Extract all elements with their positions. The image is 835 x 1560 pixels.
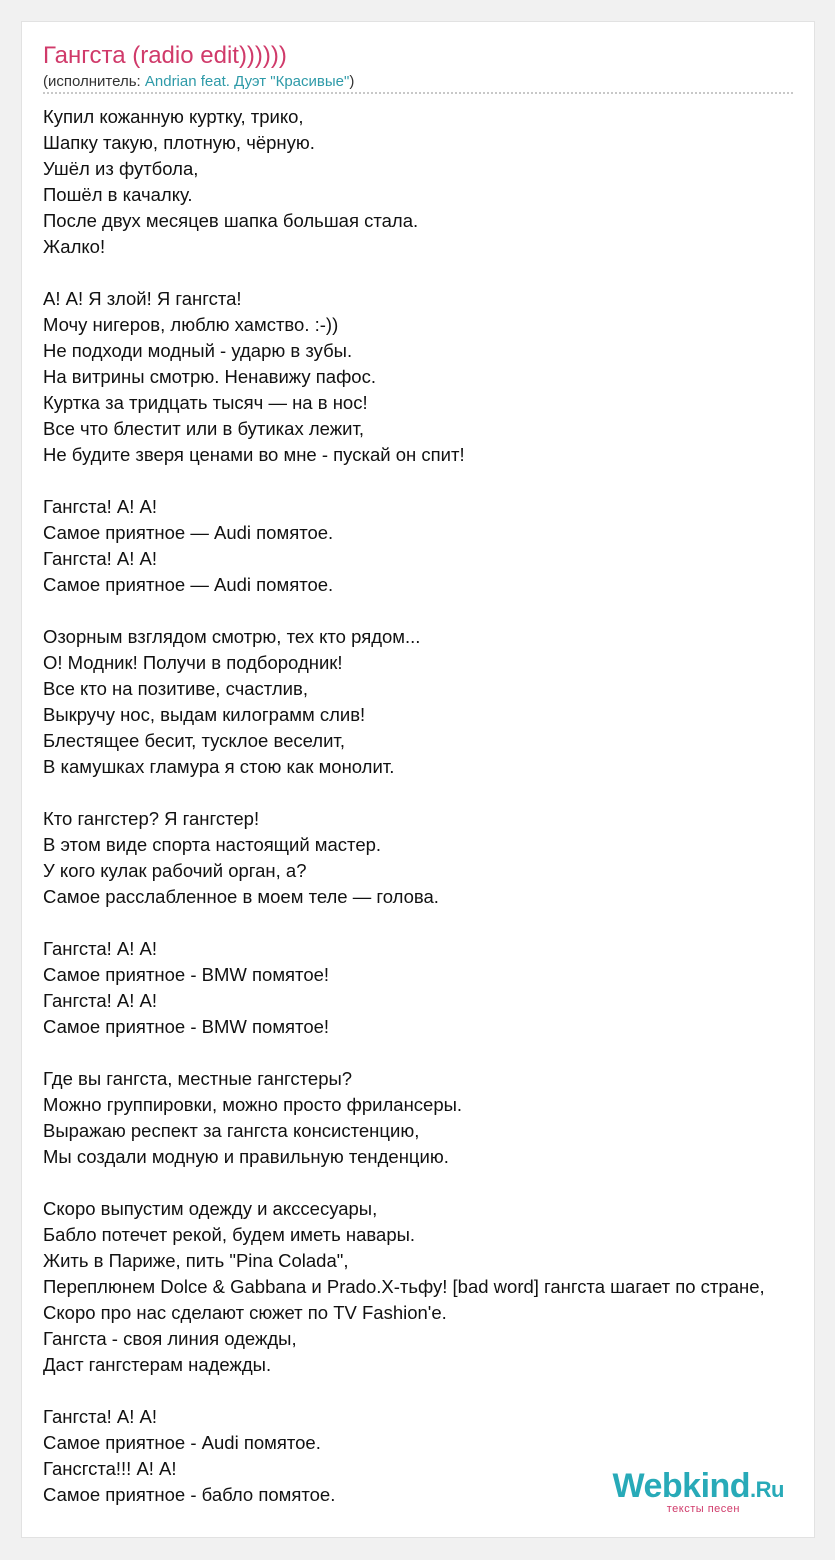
lyrics-body: [43, 104, 815, 1534]
lyrics-line: Ушёл из футбола,: [43, 158, 199, 179]
artist-suffix: ): [349, 73, 355, 90]
lyrics-line: Выражаю респект за гангста консистенцию,: [43, 1120, 420, 1141]
watermark-main: Webkind: [612, 1467, 751, 1505]
lyrics-line: У кого кулак рабочий орган, а?: [43, 860, 307, 881]
lyrics-line: Не будите зверя ценами во мне - пускай он спит!: [43, 444, 465, 465]
lyrics-line: Гансгста!!! А! А!: [43, 1458, 177, 1479]
title-divider: [43, 92, 793, 94]
watermark-subtitle: тексты песен: [666, 1503, 740, 1515]
lyrics-line: Даст гангстерам надежды.: [43, 1354, 272, 1375]
lyrics-line: В камушках гламура я стою как монолит.: [43, 756, 395, 777]
artist-prefix: (исполнитель:: [43, 73, 145, 90]
lyrics-line: Самое приятное — Audi помятое.: [43, 522, 334, 543]
song-title: Гангста (radio edit)))))): [43, 42, 287, 69]
lyrics-line: Гангста! А! А!: [43, 938, 158, 959]
lyrics-line: Кто гангстер? Я гангстер!: [43, 808, 260, 829]
lyrics-line: Гангста! А! А!: [43, 1406, 158, 1427]
lyrics-stanza: [43, 806, 815, 910]
lyrics-line: Самое приятное - Audi помятое.: [43, 1432, 321, 1453]
lyrics-stanza: [43, 624, 815, 780]
lyrics-line: После двух месяцев шапка большая стала.: [43, 210, 419, 231]
lyrics-line: Гангста! А! А!: [43, 548, 158, 569]
lyrics-line: Пошёл в качалку.: [43, 184, 193, 205]
lyrics-line: Гангста! А! А!: [43, 496, 158, 517]
lyrics-stanza: [43, 1196, 815, 1378]
lyrics-card: [21, 21, 815, 1538]
lyrics-line: Мочу нигеров, люблю хамство. :-)): [43, 314, 339, 335]
lyrics-line: Переплюнем Dolce & Gabbana и Prado.Х-тьфу! [bad word] гангста шагает по стране,: [43, 1276, 765, 1297]
watermark-ru: .Ru: [750, 1477, 784, 1502]
lyrics-line: Шапку такую, плотную, чёрную.: [43, 132, 315, 153]
lyrics-line: Скоро про нас сделают сюжет по TV Fashion'е.: [43, 1302, 447, 1323]
lyrics-line: Самое приятное — Audi помятое.: [43, 574, 334, 595]
lyrics-line: Все кто на позитиве, счастлив,: [43, 678, 308, 699]
lyrics-line: Где вы гангста, местные гангстеры?: [43, 1068, 353, 1089]
lyrics-stanza: [43, 936, 815, 1040]
lyrics-line: Озорным взглядом смотрю, тех кто рядом...: [43, 626, 421, 647]
lyrics-line: В этом виде спорта настоящий мастер.: [43, 834, 382, 855]
lyrics-line: Самое приятное - BMW помятое!: [43, 1016, 330, 1037]
lyrics-line: Гангста - своя линия одежды,: [43, 1328, 297, 1349]
artist-line: [43, 73, 354, 90]
lyrics-line: А! А! Я злой! Я гангста!: [43, 288, 242, 309]
lyrics-line: Самое приятное - BMW помятое!: [43, 964, 330, 985]
lyrics-line: Жалко!: [43, 236, 106, 257]
lyrics-line: На витрины смотрю. Ненавижу пафос.: [43, 366, 376, 387]
lyrics-line: Блестящее бесит, тусклое веселит,: [43, 730, 345, 751]
lyrics-line: Мы создали модную и правильную тенденцию.: [43, 1146, 449, 1167]
lyrics-stanza: [43, 1066, 815, 1170]
lyrics-stanza: [43, 494, 815, 598]
lyrics-line: Гангста! А! А!: [43, 990, 158, 1011]
lyrics-stanza: [43, 286, 815, 468]
lyrics-line: Жить в Париже, пить "Pina Colada",: [43, 1250, 349, 1271]
lyrics-line: Все что блестит или в бутиках лежит,: [43, 418, 365, 439]
lyrics-line: Купил кожанную куртку, трико,: [43, 106, 304, 127]
lyrics-line: Не подходи модный - ударю в зубы.: [43, 340, 353, 361]
watermark-logo: [613, 1469, 785, 1507]
lyrics-stanza: [43, 104, 815, 260]
lyrics-line: Самое приятное - бабло помятое.: [43, 1484, 336, 1505]
lyrics-line: Куртка за тридцать тысяч — на в нос!: [43, 392, 368, 413]
lyrics-line: Скоро выпустим одежду и акссесуары,: [43, 1198, 378, 1219]
lyrics-line: Самое расслабленное в моем теле — голова.: [43, 886, 439, 907]
site-watermark: [613, 1469, 785, 1515]
lyrics-line: Выкручу нос, выдам килограмм слив!: [43, 704, 366, 725]
lyrics-line: О! Модник! Получи в подбородник!: [43, 652, 343, 673]
artist-link[interactable]: Andrian feat. Дуэт "Красивые": [144, 73, 350, 90]
lyrics-line: Бабло потечет рекой, будем иметь навары.: [43, 1224, 416, 1245]
lyrics-line: Можно группировки, можно просто фрилансеры.: [43, 1094, 463, 1115]
